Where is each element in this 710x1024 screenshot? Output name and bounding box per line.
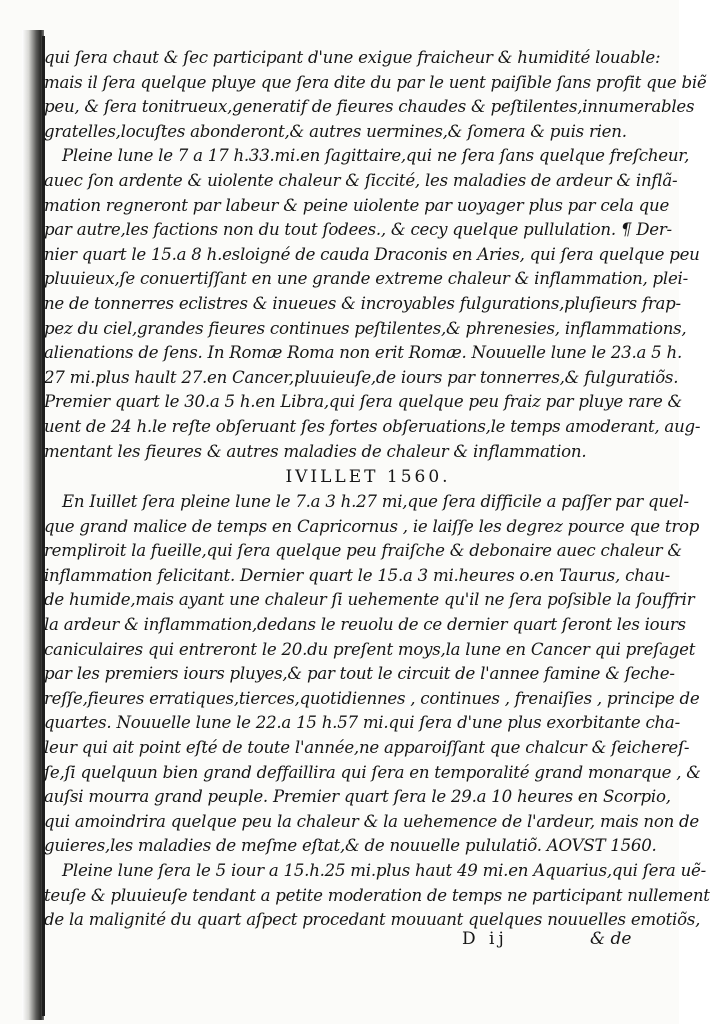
signature-mark: D ij	[462, 929, 508, 949]
text-line: peu, & ſera tonitrueux,generatif de fieures chaudes & peſtilentes,innumerables	[44, 97, 695, 117]
text-line: de humide,mais ayant une chaleur ſi uehemente qu'il ne ſera poſsible la ſouffrir	[44, 590, 695, 610]
text-line: qui ſera chaut & ſec participant d'une exigue fraicheur & humidité louable:	[44, 48, 661, 67]
text-line: par autre,les factions non du tout ſodees., & cecy quelque pullulation. ¶ Der-	[44, 220, 672, 240]
text-line: auſsi mourra grand peuple. Premier quart ſera le 29.a 10 heures en Scorpio,	[44, 787, 671, 807]
text-line: mentant les fieures & autres maladies de chaleur & inflammation.	[44, 441, 587, 461]
text-line: guieres,les maladies de meſme eſtat,& de nouuelle pululatiõ. AOVST 1560.	[44, 836, 657, 856]
text-line: rempliroit la fueille,qui ſera quelque peu fraiſche & debonaire auec chaleur &	[44, 541, 682, 561]
catchword: & de	[590, 929, 632, 949]
text-line: caniculaires qui entreront le 20.du preſent moys,la lune en Cancer qui preſaget	[44, 639, 696, 659]
text-line: reſſe,fieures erratiques,tierces,quotidiennes , continues , frenaiſies , principe de	[44, 688, 700, 708]
text-line: nier quart le 15.a 8 h.esloigné de cauda Draconis en Aries, qui ſera quelque peu	[44, 244, 700, 264]
text-line: 27 mi.plus hault 27.en Cancer,pluuieuſe,de iours par tonnerres,& fulguratiõs.	[44, 367, 679, 387]
text-line: par les premiers iours pluyes,& par tout le circuit de l'annee famine & ſeche-	[44, 664, 675, 684]
text-line: mation regneront par labeur & peine uiolente par uoyager plus par cela que	[44, 195, 670, 215]
text-line: quartes. Nouuelle lune le 22.a 15 h.57 mi.qui ſera d'une plus exorbitante cha-	[44, 713, 680, 733]
text-line: la ardeur & inflammation,dedans le reuolu de ce dernier quart ſeront les iours	[44, 615, 686, 635]
text-line: ne de tonnerres eclistres & inueues & incroyables fulgurations,pluſieurs frap-	[44, 293, 681, 313]
text-line: qui amoindrira quelque peu la chaleur & la uehemence de l'ardeur, mais non de	[44, 811, 700, 831]
text-block	[44, 46, 710, 933]
text-line: ſe,ſi quelquun bien grand deffaillira qui ſera en temporalité grand monarque , &	[44, 762, 701, 782]
text-line: Pleine lune ſera le 5 iour a 15.h.25 mi.plus haut 49 mi.en Aquarius,qui ſera uẽ-	[62, 861, 706, 880]
text-line: teuſe & pluuieuſe tendant a petite moderation de temps ne participant nullement	[44, 885, 710, 905]
text-line: uent de 24 h.le reſte obſeruant ſes fortes obſeruations,le temps amoderant, aug-	[44, 416, 701, 436]
text-line: leur qui ait point eſté de toute l'année,ne apparoiſſant que chalcur & ſeichereſ-	[44, 738, 690, 758]
text-line: inflammation felicitant. Dernier quart le 15.a 3 mi.heures o.en Taurus, chau-	[44, 565, 670, 585]
text-line: En Iuillet ſera pleine lune le 7.a 3 h.27 mi,que ſera difficile a paſſer par quel-	[62, 492, 689, 512]
page-gutter-shadow	[22, 30, 44, 1020]
text-line: gratelles,locuſtes abonderont,& autres uermines,& ſomera & puis rien.	[44, 121, 627, 141]
text-line: pez du ciel,grandes fieures continues peſtilentes,& phrenesies, inflammations,	[44, 318, 687, 338]
text-line: mais il ſera quelque pluye que ſera dite du par le uent paiſible ſans profit que biẽ	[44, 72, 707, 92]
text-line: auec ſon ardente & uiolente chaleur & ſiccité, les maladies de ardeur & inflã-	[44, 170, 678, 190]
text-line: Pleine lune le 7 a 17 h.33.mi.en ſagittaire,qui ne ſera ſans quelque freſcheur,	[62, 146, 690, 166]
text-line: Premier quart le 30.a 5 h.en Libra,qui ſera quelque peu fraiz par pluye rare &	[44, 392, 683, 412]
text-line: pluuieux,ſe conuertiſſant en une grande extreme chaleur & inflammation, plei-	[44, 269, 688, 289]
text-line: que grand malice de temps en Capricornus , ie laiſſe les degrez pource que trop	[44, 516, 700, 536]
text-line: alienations de ſens. In Romæ Roma non erit Romæ. Nouuelle lune le 23.a 5 h.	[44, 343, 682, 363]
text-line: de la malignité du quart aſpect procedant mouuant quelques nouuelles emotiõs,	[44, 910, 701, 930]
month-heading: IVILLET 1560.	[285, 467, 451, 488]
